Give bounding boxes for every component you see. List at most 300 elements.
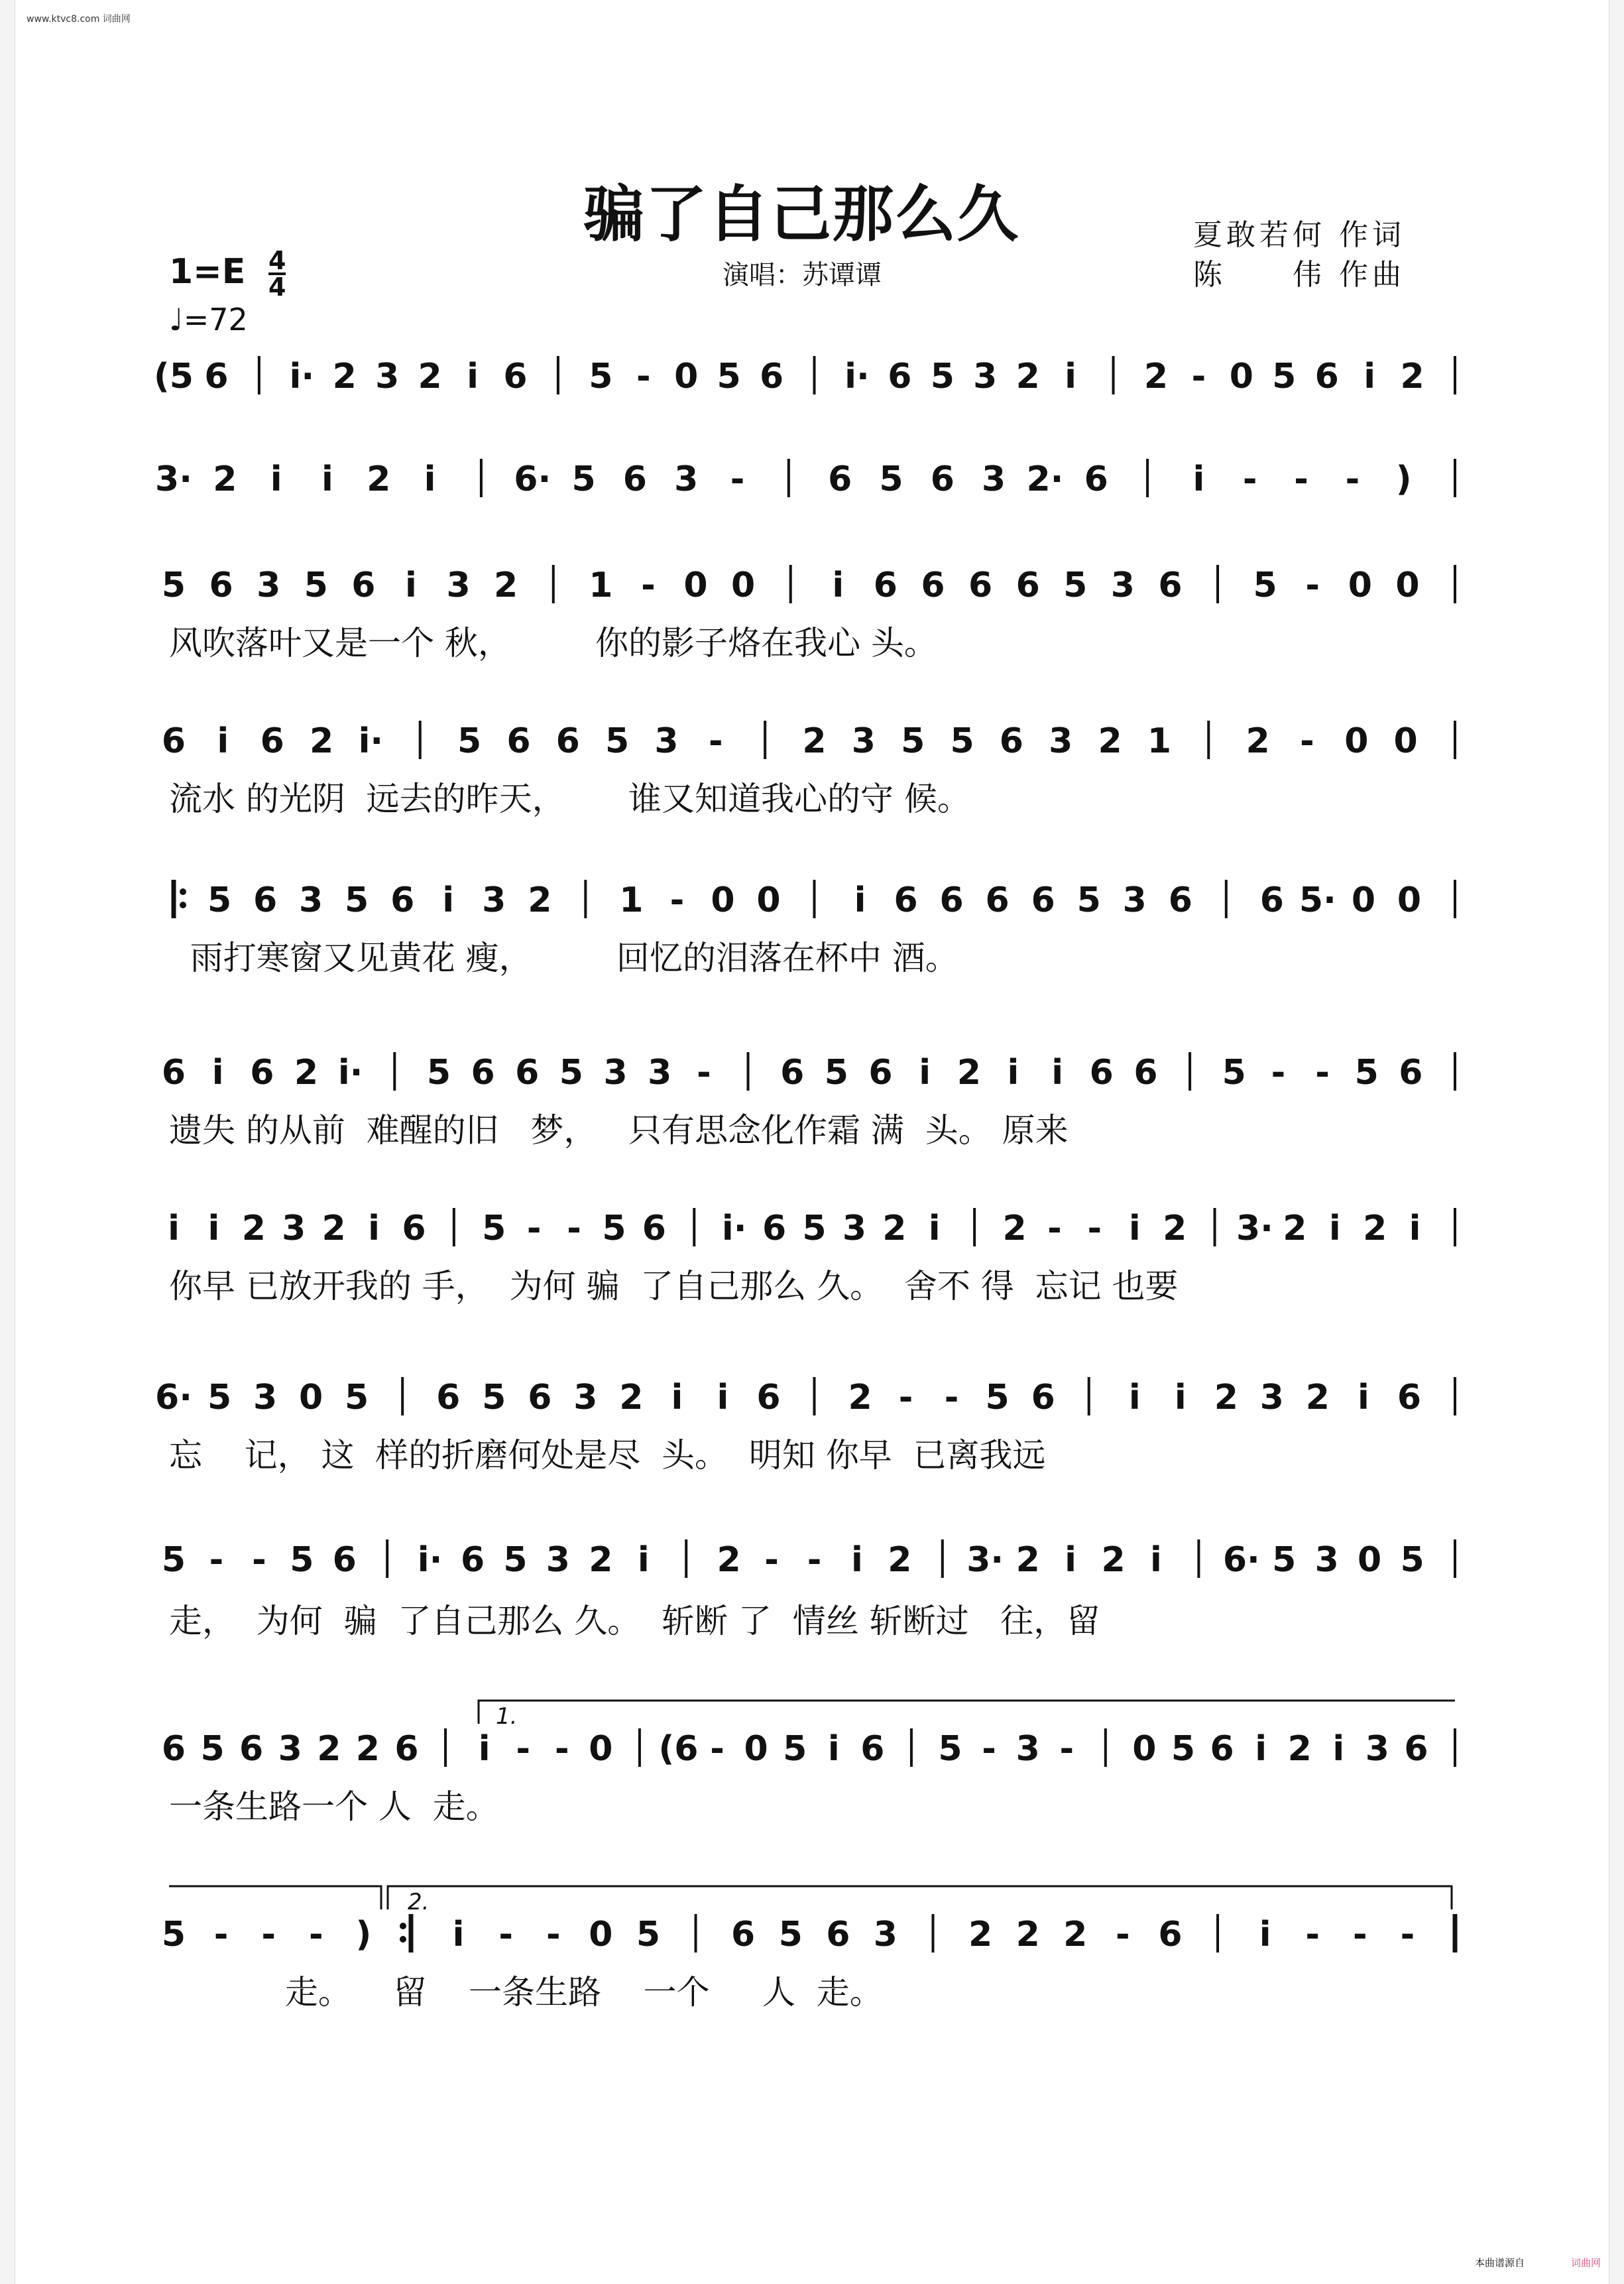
note: 0 <box>299 1378 323 1417</box>
note: 6 <box>250 1053 274 1093</box>
lyric-line: 你早 已放开我的 手， 为何 骗 了自己那么 久。 舍不 得 忘记 也要 <box>169 1267 1179 1305</box>
note: 5 <box>304 566 328 605</box>
note: 6 <box>1031 880 1055 920</box>
note: 6 <box>1015 566 1040 605</box>
note: 5 <box>1272 1540 1297 1580</box>
note: 2 <box>241 1209 266 1248</box>
note: i <box>928 1209 941 1248</box>
note: 0 <box>756 880 781 920</box>
note: - <box>697 1053 711 1093</box>
note: - <box>1345 459 1360 499</box>
note: 0 <box>1344 721 1369 761</box>
note: 6· <box>155 1378 192 1417</box>
note: i <box>1192 459 1205 499</box>
note: - <box>209 1540 224 1580</box>
note: - <box>1305 1915 1320 1954</box>
note: i <box>207 1209 220 1248</box>
note: i <box>919 1053 931 1093</box>
note: 2 <box>802 721 827 761</box>
note: 0 <box>683 566 708 605</box>
note: 6 <box>921 566 945 605</box>
note: 0 <box>1393 721 1418 761</box>
note: 6 <box>394 1729 419 1769</box>
note: 3 <box>299 880 323 920</box>
note: 2 <box>717 1540 741 1580</box>
note: 6 <box>826 1915 850 1954</box>
note: 2 <box>957 1053 981 1093</box>
note: 5 <box>571 459 596 499</box>
note: i <box>1259 1915 1271 1954</box>
repeat-dot <box>400 1923 406 1929</box>
lyric-line: 雨打寒窗又见黄花 瘦， 回忆的泪落在杯中 酒。 <box>169 939 958 977</box>
note: 2 <box>888 1540 912 1580</box>
note: 3 <box>1049 721 1073 761</box>
note: 6 <box>622 459 647 499</box>
note: i <box>637 1540 650 1580</box>
note: i <box>1332 1729 1345 1769</box>
volta-first-continue <box>169 1886 381 1909</box>
note: 5 <box>559 1053 583 1093</box>
note: - <box>546 1915 561 1954</box>
note: 6 <box>759 357 784 396</box>
note: 5 <box>290 1540 314 1580</box>
note: 6 <box>161 1053 186 1093</box>
note: 5 <box>1222 1053 1246 1093</box>
note: 2 <box>332 357 357 396</box>
note: 5· <box>1299 880 1336 920</box>
note: 5 <box>938 1729 962 1769</box>
repeat-dot <box>180 902 186 908</box>
note: i <box>1328 1209 1341 1248</box>
note: - <box>1116 1915 1130 1954</box>
note: 5 <box>605 721 630 761</box>
note: 2 <box>1400 357 1424 396</box>
note: 3 <box>1015 1729 1040 1769</box>
note: - <box>1242 459 1257 499</box>
note: 3 <box>851 721 876 761</box>
note: i <box>1128 1378 1141 1417</box>
note: 2 <box>1363 1209 1387 1248</box>
time-denominator: 4 <box>268 272 286 302</box>
note: 6 <box>260 721 284 761</box>
note: 5 <box>200 1729 225 1769</box>
note: 6 <box>873 566 898 605</box>
note: 2 <box>1002 1209 1027 1248</box>
note: 2 <box>367 459 391 499</box>
note: 5 <box>207 880 232 920</box>
note: 6 <box>642 1209 666 1248</box>
note: i <box>1363 357 1376 396</box>
note: i <box>854 880 866 920</box>
note: 2 <box>1305 1378 1330 1417</box>
note: 6 <box>1084 459 1108 499</box>
note: - <box>898 1378 913 1417</box>
note: 6 <box>888 357 912 396</box>
volta-second-label: 2. <box>408 1889 430 1915</box>
note: i <box>442 880 455 920</box>
note: 5 <box>717 357 741 396</box>
note: 6 <box>1404 1729 1428 1769</box>
note: 6 <box>1397 1378 1422 1417</box>
note: 6 <box>985 880 1010 920</box>
note: - <box>641 566 656 605</box>
note: - <box>730 459 745 499</box>
note: - <box>1400 1915 1415 1954</box>
note: 6 <box>968 566 993 605</box>
note: 3· <box>155 459 192 499</box>
note: - <box>1191 357 1206 396</box>
note: 5 <box>161 1915 186 1954</box>
note: 5 <box>161 566 186 605</box>
lyric-line: 流水 的光阴 远去的昨天， 谁又知道我心的守 候。 <box>169 780 970 818</box>
note: 5 <box>985 1378 1010 1417</box>
note: 2 <box>619 1378 644 1417</box>
note: - <box>669 880 685 920</box>
note: 3 <box>282 1209 306 1248</box>
note: 3 <box>1259 1378 1284 1417</box>
note: i <box>467 357 479 396</box>
note: 6 <box>555 721 580 761</box>
note: 6 <box>503 357 528 396</box>
note: ) <box>355 1915 372 1954</box>
note: 5 <box>161 1540 186 1580</box>
note: - <box>764 1540 779 1580</box>
note: 5 <box>824 1053 848 1093</box>
note: i <box>671 1378 683 1417</box>
note: i <box>1409 1209 1421 1248</box>
note: 6 <box>1158 566 1183 605</box>
note: - <box>1047 1209 1062 1248</box>
note: 5 <box>589 357 613 396</box>
note: 6 <box>402 1209 426 1248</box>
key-signature: 1=E <box>169 252 246 292</box>
note: 5 <box>901 721 925 761</box>
note: 6 <box>161 1729 186 1769</box>
note: 2 <box>1063 1915 1088 1954</box>
note: 2 <box>1015 357 1040 396</box>
note: - <box>1353 1915 1367 1954</box>
note: 6 <box>1314 357 1339 396</box>
repeat-dot <box>180 888 186 895</box>
note: 0 <box>1395 566 1420 605</box>
note: 0 <box>589 1915 613 1954</box>
note: i <box>832 566 844 605</box>
note: 2 <box>589 1540 613 1580</box>
note: 3 <box>375 357 400 396</box>
note: 3 <box>1122 880 1147 920</box>
note: 2 <box>1101 1540 1126 1580</box>
note: 3 <box>1314 1540 1339 1580</box>
note: 1 <box>1147 721 1172 761</box>
singer-credit: 演唱：苏谭谭 <box>723 260 882 290</box>
note: 6 <box>756 1378 781 1417</box>
note: 2 <box>1246 721 1270 761</box>
note: ) <box>1395 459 1412 499</box>
note: 3 <box>278 1729 302 1769</box>
note: 6 <box>204 357 229 396</box>
note: 2 <box>1163 1209 1187 1248</box>
note: 0 <box>1229 357 1253 396</box>
note: i <box>424 459 436 499</box>
note: 6 <box>1259 880 1284 920</box>
note: 2 <box>1143 357 1169 396</box>
note: i· <box>721 1209 747 1248</box>
note: 5 <box>345 880 369 920</box>
note: 5 <box>1063 566 1088 605</box>
note: i <box>1358 1378 1369 1417</box>
volta-first-bracket <box>479 1701 1455 1724</box>
note: 6 <box>1168 880 1192 920</box>
note: 6· <box>514 459 551 499</box>
note: 5 <box>950 721 974 761</box>
note: 6 <box>780 1053 805 1093</box>
tempo-marking: ♩=72 <box>169 302 248 337</box>
note: i· <box>417 1540 443 1580</box>
note: i <box>827 1729 840 1769</box>
note: 6 <box>828 459 852 499</box>
note: 6 <box>528 1378 552 1417</box>
note: 6 <box>1399 1053 1423 1093</box>
note: i <box>1051 1053 1064 1093</box>
time-numerator: 4 <box>268 246 286 275</box>
volta-first-label: 1. <box>496 1703 518 1730</box>
note: i <box>1174 1378 1187 1417</box>
note: 2 <box>1098 721 1122 761</box>
note: 6 <box>999 721 1023 761</box>
note: i <box>270 459 282 499</box>
note: 2 <box>355 1729 380 1769</box>
note: - <box>526 1209 542 1248</box>
note: 6 <box>253 880 278 920</box>
lyric-line: 忘 记， 这 样的折磨何处是尽 头。 明知 你早 已离我远 <box>169 1436 1046 1474</box>
note: i <box>1007 1053 1019 1093</box>
song-title: 骗了自己那么久 <box>583 178 1020 250</box>
note: 5 <box>457 721 482 761</box>
note: 2 <box>494 566 518 605</box>
note: i <box>1065 357 1077 396</box>
note: - <box>807 1540 822 1580</box>
note: 2 <box>848 1378 872 1417</box>
note: i <box>452 1915 465 1954</box>
note: i <box>405 566 417 605</box>
lyric-line: 走， 为何 骗 了自己那么 久。 斩断 了 情丝 斩断过 往，留 <box>169 1602 1100 1640</box>
note: 6 <box>868 1053 893 1093</box>
note: 0 <box>1358 1540 1382 1580</box>
note: 6 <box>390 880 415 920</box>
note: i· <box>337 1053 363 1093</box>
note: 2 <box>321 1209 346 1248</box>
note: 3 <box>446 566 471 605</box>
note: 0 <box>1348 566 1372 605</box>
note: - <box>944 1378 959 1417</box>
note: - <box>308 1915 323 1954</box>
note: 0 <box>1397 880 1422 920</box>
note: 0 <box>731 566 756 605</box>
note: 3 <box>1365 1729 1389 1769</box>
note: 6 <box>471 1053 495 1093</box>
note: 2 <box>294 1053 319 1093</box>
note: i <box>851 1540 863 1580</box>
repeat-dot <box>400 1936 406 1943</box>
lyric-line: 遗失 的从前 难醒的旧 梦， 只有思念化作霜 满 头。 原来 <box>169 1111 1069 1150</box>
note: - <box>982 1729 996 1769</box>
note: i <box>1255 1729 1267 1769</box>
note: 5 <box>482 1209 506 1248</box>
note: i <box>1128 1209 1141 1248</box>
note: - <box>516 1729 530 1769</box>
note: i· <box>358 721 384 761</box>
note: - <box>636 357 651 396</box>
footer-source: 本曲谱源自 <box>1475 2257 1525 2269</box>
note: 3 <box>573 1378 598 1417</box>
note: 3 <box>873 1915 898 1954</box>
note: 3 <box>842 1209 866 1248</box>
note: 3 <box>648 1053 672 1093</box>
note: 6 <box>436 1378 461 1417</box>
note: 3 <box>674 459 699 499</box>
note: i <box>368 1209 380 1248</box>
note: 6 <box>1158 1915 1183 1954</box>
note: 5 <box>426 1053 451 1093</box>
note: 0 <box>589 1729 613 1769</box>
note: 3 <box>973 357 998 396</box>
note: - <box>498 1915 513 1954</box>
note: 6· <box>1222 1540 1260 1580</box>
note: i· <box>289 357 315 396</box>
note: 0 <box>744 1729 768 1769</box>
note: i <box>217 721 229 761</box>
note: 2 <box>317 1729 341 1769</box>
note: 2 <box>882 1209 907 1248</box>
note: 6 <box>239 1729 264 1769</box>
lyric-line: 走。 留 一条生路 一个 人 走。 <box>169 1973 883 2012</box>
note: - <box>1059 1729 1074 1769</box>
note: 2 <box>528 880 552 920</box>
note: 3· <box>1236 1209 1273 1248</box>
note: i <box>478 1729 491 1769</box>
note: 6 <box>860 1729 885 1769</box>
lyric-line: 风吹落叶又是一个 秋， 你的影子烙在我心 头。 <box>169 624 937 662</box>
note: - <box>1087 1209 1102 1248</box>
note: 1 <box>589 566 613 605</box>
note: 1 <box>619 880 644 920</box>
note: 2 <box>968 1915 993 1954</box>
note: 3 <box>257 566 281 605</box>
note: - <box>709 721 723 761</box>
note: i <box>1065 1540 1077 1580</box>
note: 5 <box>783 1729 807 1769</box>
note: 0 <box>711 880 735 920</box>
note: 5 <box>207 1378 232 1417</box>
note: 5 <box>503 1540 528 1580</box>
note: 3 <box>546 1540 570 1580</box>
note: 2 <box>213 459 237 499</box>
note: (6 <box>658 1729 699 1769</box>
note: 6 <box>506 721 531 761</box>
site-header[interactable]: www.ktvc8.com 词曲网 <box>27 14 131 25</box>
note: 5 <box>602 1209 626 1248</box>
note: 5 <box>482 1378 506 1417</box>
note: 5 <box>879 459 903 499</box>
note: 6 <box>1133 1053 1158 1093</box>
note: 6 <box>209 566 233 605</box>
note: 3 <box>253 1378 278 1417</box>
note: 6 <box>351 566 376 605</box>
note: i· <box>844 357 870 396</box>
note: - <box>252 1540 266 1580</box>
note: 5 <box>1400 1540 1424 1580</box>
note: 5 <box>930 357 955 396</box>
note: - <box>261 1915 276 1954</box>
note: 2 <box>1015 1915 1040 1954</box>
note: 5 <box>802 1209 827 1248</box>
note: i <box>211 1053 224 1093</box>
note: - <box>554 1729 569 1769</box>
note: 2 <box>309 721 334 761</box>
note: 5 <box>1253 566 1277 605</box>
note: 5 <box>1272 357 1297 396</box>
note: 5 <box>345 1378 369 1417</box>
note: - <box>1305 566 1320 605</box>
note: 5 <box>778 1915 803 1954</box>
note: (5 <box>154 357 194 396</box>
lyricist-credit: 夏敢若何 作词 <box>1193 218 1405 252</box>
composer-credit: 陈 伟 作曲 <box>1193 258 1405 292</box>
note: - <box>1300 721 1314 761</box>
note: 6 <box>930 459 955 499</box>
note: 6 <box>1210 1729 1234 1769</box>
note: 3· <box>966 1540 1004 1580</box>
note: - <box>1315 1053 1330 1093</box>
note: 0 <box>1351 880 1376 920</box>
note: - <box>213 1915 229 1954</box>
note: 6 <box>515 1053 540 1093</box>
note: i <box>1150 1540 1162 1580</box>
note: 2 <box>1214 1378 1238 1417</box>
note: i <box>321 459 333 499</box>
note: 5 <box>1354 1053 1379 1093</box>
note: 6 <box>939 880 964 920</box>
note: - <box>710 1729 725 1769</box>
note: 6 <box>460 1540 485 1580</box>
note: 6 <box>161 721 186 761</box>
note: 0 <box>674 357 699 396</box>
note: i <box>168 1209 180 1248</box>
note: - <box>1271 1053 1286 1093</box>
note: 6 <box>332 1540 357 1580</box>
note: 2 <box>1287 1729 1312 1769</box>
note: 6 <box>762 1209 787 1248</box>
note: i <box>717 1378 729 1417</box>
note: 2 <box>1015 1540 1040 1580</box>
note: 3 <box>654 721 679 761</box>
note: 5 <box>636 1915 661 1954</box>
note: 6 <box>1089 1053 1114 1093</box>
note: 3 <box>1110 566 1135 605</box>
note: - <box>567 1209 581 1248</box>
footer-site[interactable]: 词曲网 <box>1571 2257 1601 2269</box>
note: 6 <box>1031 1378 1055 1417</box>
note: 5 <box>1171 1729 1196 1769</box>
note: 0 <box>1132 1729 1157 1769</box>
note: - <box>1294 459 1308 499</box>
note: 2 <box>418 357 442 396</box>
note: 6 <box>894 880 918 920</box>
note: 3 <box>982 459 1006 499</box>
note: 2· <box>1026 459 1064 499</box>
note: 3 <box>603 1053 628 1093</box>
note: 2 <box>1283 1209 1307 1248</box>
